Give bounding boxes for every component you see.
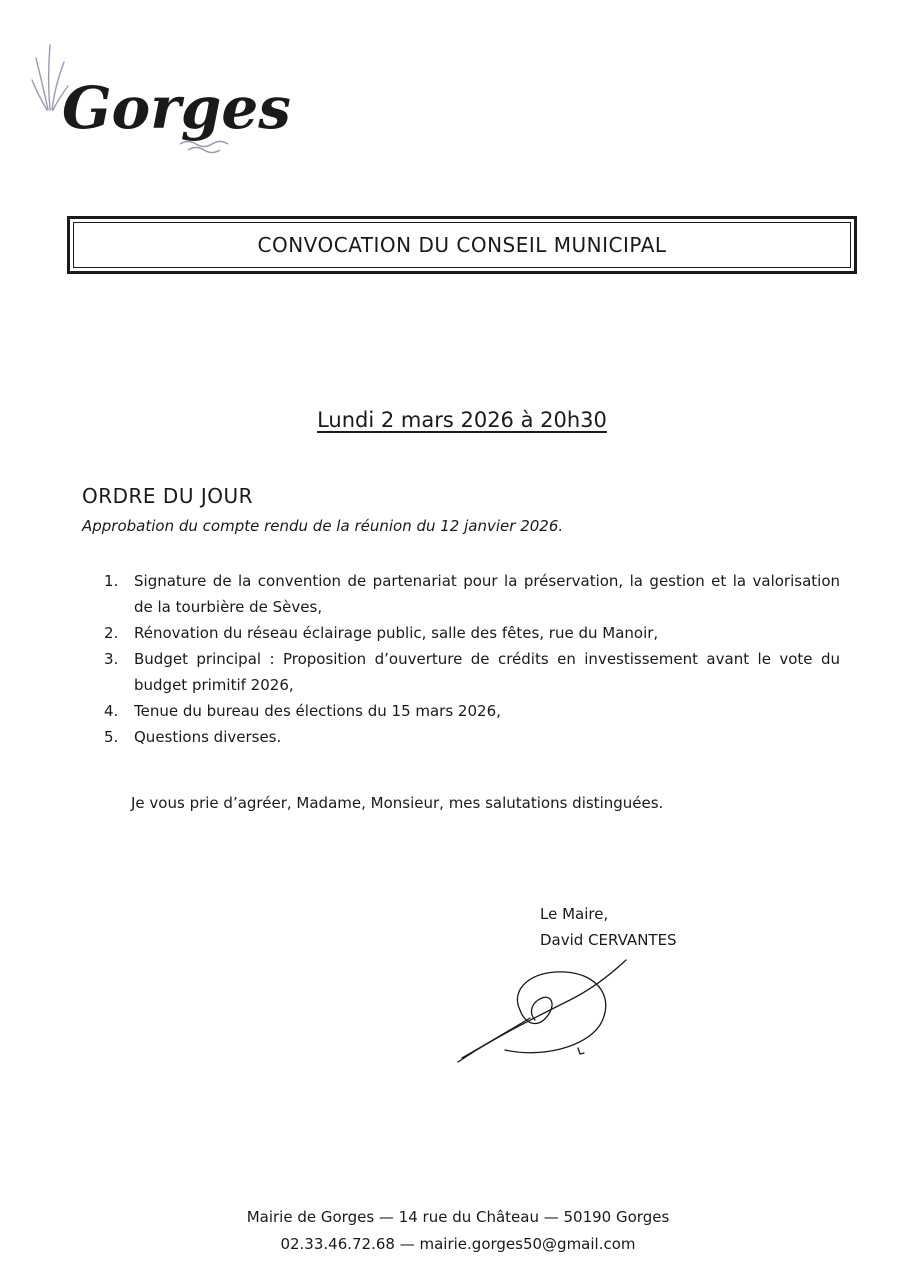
agenda-item-text: Rénovation du réseau éclairage public, salle des fêtes, rue du Manoir,: [134, 624, 659, 642]
agenda-item: [104, 698, 840, 724]
agenda-item-number: 1.: [104, 572, 119, 590]
agenda-list: [104, 568, 840, 750]
agenda-item-number: 2.: [104, 624, 119, 642]
agenda-intro: Approbation du compte rendu de la réunion du 12 janvier 2026.: [82, 517, 564, 535]
signatory-name: David CERVANTES: [540, 931, 677, 949]
agenda-item: [104, 568, 840, 620]
agenda-item-text: Budget principal : Proposition d’ouverture de crédits en investissement avant le vote du budget primitif 2026,: [134, 650, 840, 694]
logo-wordmark: Gorges: [62, 74, 291, 142]
agenda-item-number: 3.: [104, 650, 119, 668]
closing-salutation: Je vous prie d’agréer, Madame, Monsieur, mes salutations distinguées.: [131, 794, 664, 812]
agenda-item-text: Tenue du bureau des élections du 15 mars 2026,: [134, 702, 501, 720]
signatory-title: Le Maire,: [540, 905, 609, 923]
wave-icon: [180, 142, 228, 153]
agenda-item-number: 4.: [104, 702, 119, 720]
handwritten-signature: [450, 950, 650, 1070]
agenda-item: [104, 646, 840, 698]
page-title: CONVOCATION DU CONSEIL MUNICIPAL: [257, 233, 667, 257]
footer-contact: 02.33.46.72.68 — mairie.gorges50@gmail.com: [280, 1235, 636, 1253]
gorges-logo: [30, 40, 291, 170]
agenda-item-number: 5.: [104, 728, 119, 746]
footer-address: Mairie de Gorges — 14 rue du Château — 50190 Gorges: [246, 1208, 670, 1226]
agenda-item-text: Questions diverses.: [134, 728, 282, 746]
meeting-date: Lundi 2 mars 2026 à 20h30: [317, 408, 607, 432]
agenda-heading: ORDRE DU JOUR: [82, 484, 254, 508]
title-frame: [67, 216, 857, 274]
agenda-item: [104, 724, 840, 750]
title-frame-inner: [73, 222, 851, 268]
agenda-item-text: Signature de la convention de partenariat pour la préservation, la gestion et la valorisation de la tourbière de Sèves,: [134, 572, 840, 616]
agenda-item: [104, 620, 840, 646]
